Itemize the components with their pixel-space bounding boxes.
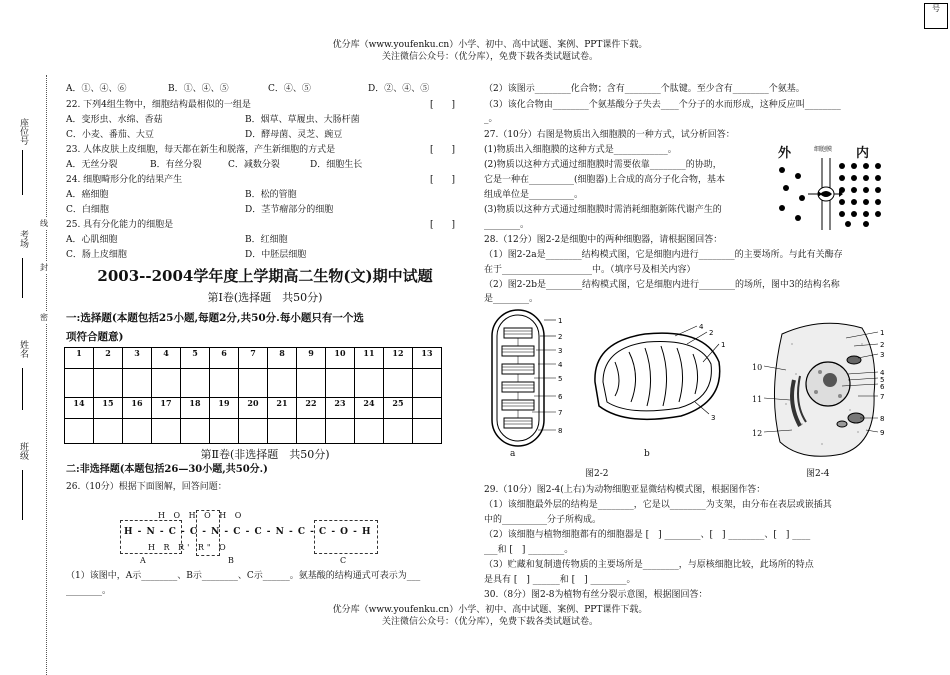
section-2-heading: 二:非选择题(本题包括26—30小题,共50分.) xyxy=(66,464,268,475)
fig-2-2-caption: 图2-2 xyxy=(585,469,609,479)
grid-cell-label: 15 xyxy=(94,398,123,419)
corner-top: 号 xyxy=(932,4,940,13)
fig-c-label-6: 6 xyxy=(880,383,885,391)
q28-part-2: （2）图2-2b是________结构模式图，它是细胞内进行________的场所，图中3的结构名称 xyxy=(484,280,840,290)
mitochondrion-diagram xyxy=(585,322,730,432)
q24-opt-c: C．白细胞 xyxy=(66,205,109,215)
grid-cell-label: 20 xyxy=(239,398,268,419)
answer-cell[interactable] xyxy=(210,369,239,398)
answer-grid-row-2-labels xyxy=(65,398,442,419)
grid-cell-label: 16 xyxy=(123,398,152,419)
exam-line xyxy=(22,258,23,298)
grid-cell-label: 11 xyxy=(355,348,384,369)
q26-stem: 26.（10分）根据下面图解，回答问题： xyxy=(66,482,227,492)
section-1-line-2: 项符合题意) xyxy=(66,331,124,343)
fig-a-label-2: 2 xyxy=(558,333,563,341)
q21-opt-b: B．①、④、⑤ xyxy=(168,84,229,94)
grid-cell-label: 8 xyxy=(268,348,297,369)
grid-cell-label: 9 xyxy=(297,348,326,369)
q22-opt-d: D．酵母菌、灵芝、豌豆 xyxy=(245,130,343,140)
corner-box xyxy=(924,3,948,29)
answer-cell[interactable] xyxy=(65,419,94,444)
fig-b-label-1: 1 xyxy=(721,341,726,349)
name-line xyxy=(22,368,23,410)
q22-opt-a: A．变形虫、水绵、香菇 xyxy=(66,115,163,125)
q28-part-1-cont: 在于____________________中。（填序号及相关内容） xyxy=(484,265,696,275)
answer-cell[interactable] xyxy=(239,419,268,444)
q26-part-2: （2）该图示________化合物；含有________个肽键。至少含有________个氨基。 xyxy=(484,84,805,94)
q23-opt-a: A．无丝分裂 xyxy=(66,160,118,170)
q26-part-3-cont: _。 xyxy=(484,114,498,124)
grid-cell-label: 21 xyxy=(268,398,297,419)
grid-cell-label: 24 xyxy=(355,398,384,419)
answer-cell[interactable] xyxy=(384,369,413,398)
q21-opt-c: C．④、⑤ xyxy=(268,84,311,94)
q26-part-1: （1）该图中，A示________、B示________、C示______。氨基酸的结构通式可表示为___ xyxy=(66,571,421,581)
q27-part-2: (2)物质以这种方式通过细胞膜时需要依靠________的协助， xyxy=(484,160,722,170)
exam-title: 2003--2004学年度上学期高二生物(文)期中试题 xyxy=(97,267,433,285)
class-line xyxy=(22,470,23,520)
q27-part-2-cont: 它是一种在__________(细胞器)上合成的高分子化合物，基本 xyxy=(484,175,726,185)
q27-stem: 27.（10分）右图是物质出入细胞膜的一种方式，试分析回答： xyxy=(484,130,735,140)
answer-cell[interactable] xyxy=(297,369,326,398)
grid-cell-label: 5 xyxy=(181,348,210,369)
answer-cell[interactable] xyxy=(326,419,355,444)
fig-a-label-6: 6 xyxy=(558,393,563,401)
answer-cell[interactable] xyxy=(239,369,268,398)
grid-cell-label: 2 xyxy=(94,348,123,369)
part-2-heading: 第Ⅱ卷(非选择题 共50分) xyxy=(200,448,330,461)
q25-opt-c: C．肠上皮细胞 xyxy=(66,250,127,260)
seal-char-3: 密 xyxy=(40,313,48,322)
answer-cell[interactable] xyxy=(94,419,123,444)
grid-cell-label: 3 xyxy=(123,348,152,369)
membrane-transport-figure xyxy=(772,142,884,230)
class-label: 班级 xyxy=(18,442,28,460)
grid-cell-label: 4 xyxy=(152,348,181,369)
answer-grid xyxy=(64,347,442,444)
q21-opt-d: D．②、④、⑤ xyxy=(368,84,430,94)
seat-label: 座位号 xyxy=(18,118,28,145)
q28-part-1: （1）图2-2a是________结构模式图，它是细胞内进行________的主要场所。与此有关酶存 xyxy=(484,250,843,260)
grid-cell-label: 14 xyxy=(65,398,94,419)
answer-cell[interactable] xyxy=(355,369,384,398)
fig-a-label-4: 4 xyxy=(558,361,563,369)
footer-line-2: 关注微信公众号：（优分库），免费下载各类试题试卷。 xyxy=(381,617,598,627)
answer-cell[interactable] xyxy=(152,419,181,444)
fig-a-label-8: 8 xyxy=(558,427,563,435)
q29-stem: 29.（10分）图2-4(上右)为动物细胞亚显微结构模式图，根据图作答： xyxy=(484,485,766,495)
fig-c-label-9: 9 xyxy=(880,429,885,437)
q29-part-1: （1）该细胞最外层的结构是________，它是以________为支架，由分布在表层或嵌插其 xyxy=(484,500,832,510)
fig-c-label-1: 1 xyxy=(880,329,885,337)
answer-cell[interactable] xyxy=(94,369,123,398)
grid-cell-label: 12 xyxy=(384,348,413,369)
seal-char-2: 封 xyxy=(40,263,48,272)
fig-c-label-7: 7 xyxy=(880,393,885,401)
grid-cell-label: 10 xyxy=(326,348,355,369)
seat-line xyxy=(22,150,23,195)
q29-part-2-cont: ___和 [ ] ________。 xyxy=(484,545,574,555)
outside-label: 外 xyxy=(778,146,792,161)
q22-bracket: [ ] xyxy=(430,100,456,110)
answer-cell[interactable] xyxy=(413,369,442,398)
fig-a-caption: a xyxy=(510,449,516,459)
q23-opt-c: C．减数分裂 xyxy=(228,160,280,170)
answer-cell[interactable] xyxy=(123,419,152,444)
fig-b-label-3: 3 xyxy=(711,414,716,422)
q25-opt-a: A．心肌细胞 xyxy=(66,235,118,245)
answer-cell[interactable] xyxy=(181,369,210,398)
q23-bracket: [ ] xyxy=(430,145,456,155)
q30-stem: 30.（8分）图2-8为植物有丝分裂示意图，根据图回答： xyxy=(484,590,708,600)
q23-opt-d: D．细胞生长 xyxy=(310,160,363,170)
q22-opt-b: B．烟草、草履虫、大肠杆菌 xyxy=(245,115,360,125)
grid-cell-label: 6 xyxy=(210,348,239,369)
q28-part-2-cont: 是________。 xyxy=(484,294,539,304)
footer-line-1: 优分库（www.youfenku.cn）小学、初中、高中试题、案例、PPT课件下载。 xyxy=(332,605,648,615)
grid-cell-label: 19 xyxy=(210,398,239,419)
fig-a-label-5: 5 xyxy=(558,375,563,383)
fig-b-caption: b xyxy=(644,449,650,459)
peptide-formula xyxy=(118,508,378,566)
label-c: C xyxy=(340,556,347,565)
q25-opt-d: D．中胚层细胞 xyxy=(245,250,307,260)
q21-opt-a: A．①、④、⑥ xyxy=(66,84,127,94)
answer-grid-row-1-labels xyxy=(65,348,442,369)
fig-a-label-1: 1 xyxy=(558,317,563,325)
q24-bracket: [ ] xyxy=(430,175,456,185)
q27-part-3-cont: ________。 xyxy=(484,220,530,230)
fig-b-label-2: 2 xyxy=(709,329,714,337)
fig-a-label-3: 3 xyxy=(558,347,563,355)
fig-c-label-4: 4 xyxy=(880,369,885,377)
q29-part-1-cont: 中的__________分子所构成。 xyxy=(484,515,602,525)
chloroplast-diagram xyxy=(488,306,570,450)
answer-cell[interactable] xyxy=(123,369,152,398)
grid-cell-label: 25 xyxy=(384,398,413,419)
q29-part-3: （3）贮藏和复制遗传物质的主要场所是________，与原核细胞比较，此场所的特点 xyxy=(484,560,814,570)
answer-cell[interactable] xyxy=(384,419,413,444)
q24-opt-d: D．茎节瘤部分的细胞 xyxy=(245,205,334,215)
q27-part-3: (3)物质以这种方式通过细胞膜时需消耗细胞新陈代谢产生的 xyxy=(484,205,722,215)
answer-cell[interactable] xyxy=(268,419,297,444)
membrane-label: 细胞膜 xyxy=(814,146,833,153)
fig-c-label-5: 5 xyxy=(880,376,885,384)
header-line-1: 优分库（www.youfenku.cn）小学、初中、高中试题、案例、PPT课件下载。 xyxy=(332,40,648,50)
q28-stem: 28.（12分）图2-2是细胞中的两种细胞器，请根据图回答： xyxy=(484,235,723,245)
q27-part-2-cont2: 组成单位是__________。 xyxy=(484,190,584,200)
formula-top: H O H O H O xyxy=(158,511,245,520)
grid-cell-label: 1 xyxy=(65,348,94,369)
formula-main: H - N - C - C - N - C - C - N - C - C - O - H xyxy=(124,527,372,537)
q26-part-1-cont: ________。 xyxy=(66,586,112,596)
answer-cell[interactable] xyxy=(152,369,181,398)
membrane-transport-drawing xyxy=(772,158,884,230)
q24-stem: 24. 细胞畸形分化的结果产生 xyxy=(66,175,183,185)
grid-cell-label: 7 xyxy=(239,348,268,369)
fig-a-label-7: 7 xyxy=(558,409,563,417)
q26-part-3: （3）该化合物由________个氨基酸分子失去____个分子的水而形成，这种反应叫________ xyxy=(484,100,841,110)
name-label: 姓名 xyxy=(18,340,28,358)
inside-label: 内 xyxy=(856,146,870,161)
q25-bracket: [ ] xyxy=(430,220,456,230)
answer-cell[interactable] xyxy=(355,419,384,444)
q25-opt-b: B．红细胞 xyxy=(245,235,288,245)
seal-line xyxy=(46,75,47,675)
formula-bottom: H R R' R" O xyxy=(148,543,229,552)
answer-grid-row-2-blanks xyxy=(65,419,442,444)
q29-part-3-cont: 是具有 [ ] ______和 [ ] ________。 xyxy=(484,575,636,585)
grid-cell-label: 17 xyxy=(152,398,181,419)
fig-c-label-12: 12 xyxy=(752,429,763,438)
grid-cell-label: 13 xyxy=(413,348,442,369)
fig-c-label-11: 11 xyxy=(752,395,763,404)
fig-c-label-3: 3 xyxy=(880,351,885,359)
header-line-2: 关注微信公众号：（优分库），免费下载各类试题试卷。 xyxy=(381,52,598,62)
q25-stem: 25. 具有分化能力的细胞是 xyxy=(66,220,174,230)
fig-2-4-caption: 图2-4 xyxy=(806,469,830,479)
exam-label: 考场 xyxy=(18,230,28,248)
q23-stem: 23. 人体皮肤上皮细胞，每天都在新生和脱落，产生新细胞的方式是 xyxy=(66,145,336,155)
q29-part-2: （2）该细胞与植物细胞都有的细胞器是 [ ] ________、[ ] ________、[ ] ____ xyxy=(484,530,811,540)
answer-cell[interactable] xyxy=(65,369,94,398)
q24-opt-a: A．癌细胞 xyxy=(66,190,109,200)
answer-cell[interactable] xyxy=(210,419,239,444)
answer-cell[interactable] xyxy=(413,419,442,444)
grid-cell-label: 22 xyxy=(297,398,326,419)
q27-part-1: (1)物质出入细胞膜的这种方式是____________。 xyxy=(484,145,677,155)
part-1-heading: 第Ⅰ卷(选择题 共50分) xyxy=(207,291,323,304)
grid-cell-label xyxy=(413,398,442,419)
fig-c-label-8: 8 xyxy=(880,415,885,423)
label-b: B xyxy=(228,556,234,565)
answer-cell[interactable] xyxy=(181,419,210,444)
answer-cell[interactable] xyxy=(326,369,355,398)
fig-c-label-2: 2 xyxy=(880,341,885,349)
section-1-line-1: 一:选择题(本题包括25小题,每题2分,共50分.每小题只有一个选 xyxy=(66,312,364,324)
q22-opt-c: C．小麦、番茄、大豆 xyxy=(66,130,154,140)
grid-cell-label: 18 xyxy=(181,398,210,419)
label-a: A xyxy=(140,556,146,565)
grid-cell-label: 23 xyxy=(326,398,355,419)
fig-c-label-10: 10 xyxy=(752,363,763,372)
q23-opt-b: B．有丝分裂 xyxy=(150,160,202,170)
answer-grid-row-1-blanks xyxy=(65,369,442,398)
q24-opt-b: B．松的管胞 xyxy=(245,190,297,200)
animal-cell-diagram xyxy=(762,314,892,464)
answer-cell[interactable] xyxy=(268,369,297,398)
seal-char-1: 线 xyxy=(40,219,48,228)
q22-stem: 22. 下列4组生物中，细胞结构最相似的一组是 xyxy=(66,100,251,110)
answer-cell[interactable] xyxy=(297,419,326,444)
fig-b-label-4: 4 xyxy=(699,323,704,331)
